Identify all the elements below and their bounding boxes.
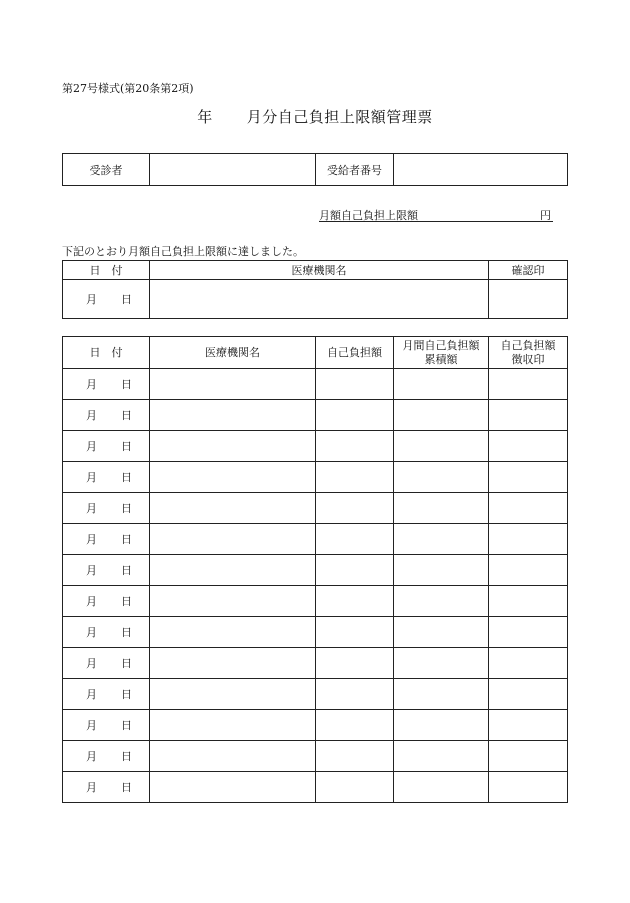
header-cumulative — [394, 337, 489, 369]
collection-stamp-cell[interactable] — [489, 400, 568, 431]
day-label: 日 — [121, 502, 132, 515]
header-stamp-line1: 自己負担額 — [500, 338, 556, 352]
month-label: 月 — [86, 626, 97, 639]
date-cell[interactable] — [63, 400, 150, 431]
date-cell[interactable] — [63, 710, 150, 741]
day-label: 日 — [121, 719, 132, 732]
confirmation-table — [62, 260, 568, 319]
confirmation-institution-cell[interactable] — [150, 280, 489, 319]
institution-cell[interactable] — [150, 710, 316, 741]
table-row — [63, 524, 568, 555]
cumulative-cell[interactable] — [394, 648, 489, 679]
date-cell[interactable] — [63, 741, 150, 772]
institution-cell[interactable] — [150, 462, 316, 493]
institution-cell[interactable] — [150, 648, 316, 679]
cumulative-cell[interactable] — [394, 741, 489, 772]
date-cell[interactable] — [63, 369, 150, 400]
limit-reached-notice: 下記のとおり月額自己負担上限額に達しました。 — [62, 245, 304, 258]
day-label: 日 — [121, 688, 132, 701]
table-row — [63, 400, 568, 431]
table-row — [63, 679, 568, 710]
patient-table — [62, 153, 568, 186]
copay-cell[interactable] — [316, 741, 394, 772]
table-row — [63, 586, 568, 617]
table-row — [63, 741, 568, 772]
collection-stamp-cell[interactable] — [489, 741, 568, 772]
header-cumulative-line2: 累積額 — [424, 352, 458, 366]
copay-cell[interactable] — [316, 524, 394, 555]
table-row — [63, 710, 568, 741]
copay-cell[interactable] — [316, 710, 394, 741]
day-label: 日 — [121, 533, 132, 546]
day-label: 日 — [121, 781, 132, 794]
institution-cell[interactable] — [150, 741, 316, 772]
date-cell[interactable] — [63, 555, 150, 586]
collection-stamp-cell[interactable] — [489, 710, 568, 741]
recipient-number-label: 受給者番号 — [316, 154, 394, 186]
cumulative-cell[interactable] — [394, 431, 489, 462]
copay-cell[interactable] — [316, 679, 394, 710]
collection-stamp-cell[interactable] — [489, 648, 568, 679]
collection-stamp-cell[interactable] — [489, 617, 568, 648]
header-collection-stamp — [489, 337, 568, 369]
header-date: 日 付 — [63, 337, 150, 369]
recipient-number-field[interactable] — [394, 154, 568, 186]
copay-cell[interactable] — [316, 431, 394, 462]
examinee-field[interactable] — [150, 154, 316, 186]
monthly-limit-line[interactable] — [319, 207, 553, 222]
day-label: 日 — [121, 378, 132, 391]
cumulative-cell[interactable] — [394, 586, 489, 617]
institution-cell[interactable] — [150, 493, 316, 524]
table-row — [63, 431, 568, 462]
date-cell[interactable] — [63, 524, 150, 555]
collection-stamp-cell[interactable] — [489, 772, 568, 803]
day-label: 日 — [121, 409, 132, 422]
cumulative-cell[interactable] — [394, 462, 489, 493]
table-row — [63, 772, 568, 803]
institution-cell[interactable] — [150, 524, 316, 555]
header-copay: 自己負担額 — [316, 337, 394, 369]
month-label: 月 — [86, 471, 97, 484]
institution-cell[interactable] — [150, 617, 316, 648]
month-label: 月 — [86, 750, 97, 763]
month-label: 月 — [86, 564, 97, 577]
cumulative-cell[interactable] — [394, 400, 489, 431]
table-row — [63, 493, 568, 524]
month-label: 月 — [86, 533, 97, 546]
header-institution: 医療機関名 — [150, 337, 316, 369]
copay-cell[interactable] — [316, 555, 394, 586]
cumulative-cell[interactable] — [394, 710, 489, 741]
cumulative-cell[interactable] — [394, 493, 489, 524]
month-label: 月 — [86, 781, 97, 794]
month-label: 月 — [86, 378, 97, 391]
month-label: 月 — [86, 657, 97, 670]
copay-cell[interactable] — [316, 617, 394, 648]
institution-cell[interactable] — [150, 586, 316, 617]
cumulative-cell[interactable] — [394, 369, 489, 400]
month-label: 月 — [86, 409, 97, 422]
institution-cell[interactable] — [150, 679, 316, 710]
institution-cell[interactable] — [150, 431, 316, 462]
cumulative-cell[interactable] — [394, 772, 489, 803]
cumulative-cell[interactable] — [394, 617, 489, 648]
cumulative-cell[interactable] — [394, 524, 489, 555]
examinee-label: 受診者 — [63, 154, 150, 186]
cumulative-cell[interactable] — [394, 679, 489, 710]
monthly-limit-unit: 円 — [540, 209, 551, 222]
collection-stamp-cell[interactable] — [489, 679, 568, 710]
collection-stamp-cell[interactable] — [489, 369, 568, 400]
date-cell[interactable] — [63, 772, 150, 803]
copay-cell[interactable] — [316, 586, 394, 617]
day-label: 日 — [121, 471, 132, 484]
day-label: 日 — [121, 564, 132, 577]
copay-cell[interactable] — [316, 772, 394, 803]
month-label: 月 — [86, 502, 97, 515]
day-label: 日 — [121, 750, 132, 763]
day-label: 日 — [121, 595, 132, 608]
copay-cell[interactable] — [316, 369, 394, 400]
copay-cell[interactable] — [316, 648, 394, 679]
header-confirmation-stamp: 確認印 — [489, 261, 568, 280]
date-cell[interactable] — [63, 462, 150, 493]
collection-stamp-cell[interactable] — [489, 555, 568, 586]
institution-cell[interactable] — [150, 400, 316, 431]
page-title — [0, 106, 630, 127]
header-cumulative-line1: 月間自己負担額 — [402, 338, 480, 352]
day-label: 日 — [121, 657, 132, 670]
date-cell[interactable] — [63, 431, 150, 462]
confirmation-date-cell[interactable] — [63, 280, 150, 319]
copay-cell[interactable] — [316, 462, 394, 493]
confirmation-stamp-cell[interactable] — [489, 280, 568, 319]
title-main: 月分自己負担上限額管理票 — [246, 108, 433, 126]
month-label: 月 — [86, 688, 97, 701]
monthly-limit-label: 月額自己負担上限額 — [319, 209, 418, 222]
form-id: 第27号様式(第20条第2項) — [62, 82, 194, 95]
institution-cell[interactable] — [150, 772, 316, 803]
header-institution: 医療機関名 — [150, 261, 489, 280]
date-cell[interactable] — [63, 648, 150, 679]
copay-cell[interactable] — [316, 493, 394, 524]
date-cell[interactable] — [63, 493, 150, 524]
month-label: 月 — [86, 440, 97, 453]
month-label: 月 — [86, 595, 97, 608]
table-row — [63, 617, 568, 648]
title-year: 年 — [197, 108, 213, 126]
copay-cell[interactable] — [316, 400, 394, 431]
table-row — [63, 369, 568, 400]
header-date: 日 付 — [63, 261, 150, 280]
collection-stamp-cell[interactable] — [489, 524, 568, 555]
table-row — [63, 555, 568, 586]
header-stamp-line2: 徴収印 — [511, 352, 545, 366]
month-label: 月 — [86, 719, 97, 732]
date-cell[interactable] — [63, 586, 150, 617]
collection-stamp-cell[interactable] — [489, 431, 568, 462]
collection-stamp-cell[interactable] — [489, 462, 568, 493]
date-cell[interactable] — [63, 679, 150, 710]
copay-ledger-table — [62, 336, 568, 803]
table-row — [63, 648, 568, 679]
day-label: 日 — [121, 440, 132, 453]
month-label: 月 — [86, 293, 97, 306]
collection-stamp-cell[interactable] — [489, 586, 568, 617]
day-label: 日 — [121, 293, 132, 306]
collection-stamp-cell[interactable] — [489, 493, 568, 524]
institution-cell[interactable] — [150, 555, 316, 586]
institution-cell[interactable] — [150, 369, 316, 400]
table-row — [63, 462, 568, 493]
date-cell[interactable] — [63, 617, 150, 648]
cumulative-cell[interactable] — [394, 555, 489, 586]
day-label: 日 — [121, 626, 132, 639]
